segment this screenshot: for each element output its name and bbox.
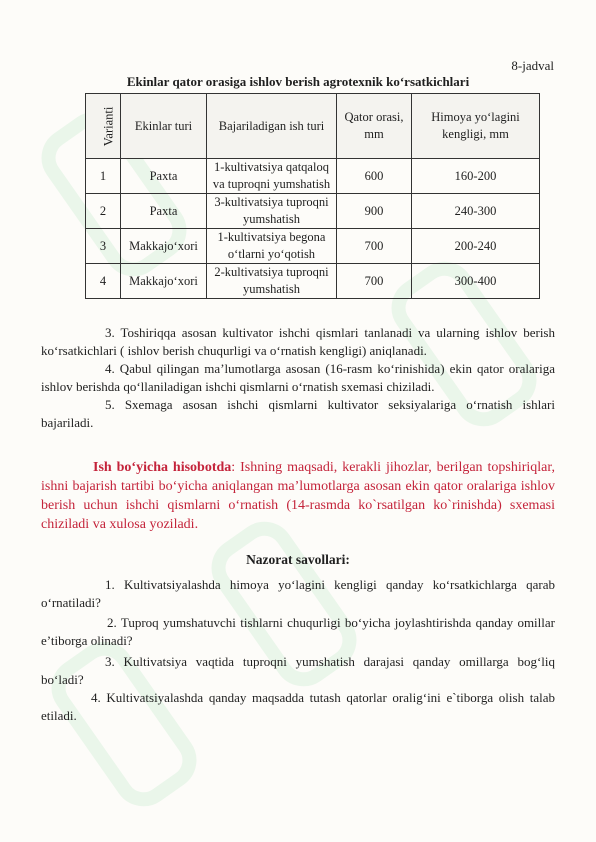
- paragraph-step-5: 5. Sxemaga asosan ishchi qismlarni kultivator seksiyalariga o‘rnatish ishlari bajariladi.: [41, 397, 555, 430]
- table-cell: 1: [86, 159, 121, 194]
- table-number-label: 8-jadval: [511, 58, 554, 73]
- table-title: Ekinlar qator orasiga ishlov berish agrotexnik ko‘rsatkichlari: [126, 74, 470, 89]
- table-cell: Makkajo‘xori: [121, 229, 207, 264]
- table-cell: 2: [86, 194, 121, 229]
- column-header-crop: Ekinlar turi: [121, 94, 207, 159]
- table-cell: 3-kultivatsiya tuproqni yumshatish: [207, 194, 337, 229]
- table-cell: Makkajo‘xori: [121, 264, 207, 299]
- question-item: 3. Kultivatsiya vaqtida tuproqni yumshatish darajasi qanday omillarga bog‘liq bo‘ladi?: [41, 654, 555, 687]
- table-cell: Paxta: [121, 159, 207, 194]
- table-row: [86, 194, 540, 229]
- table-cell: 900: [337, 194, 412, 229]
- paragraph-step-3: 3. Toshiriqqa asosan kultivator ishchi qismlari tanlanadi va ularning ishlov berish ko‘rsatkichlari ( ishlov berish chuqurligi va o‘rnatish kengligi) aniqlanadi.: [41, 325, 555, 358]
- column-header-protection-width: Himoya yo‘lagini kengligi, mm: [412, 94, 540, 159]
- report-instructions-text: : Ishning maqsadi, kerakli jihozlar, berilgan topshiriqlar, ishni bajarish tartibi bo‘yicha aniqlangan ma’lumotlarga asosan ekin qator oralariga ishlov berish uchun ishchi qismlarni o‘rnatish (14-rasmda ko`rsatilgan ko`rinishda) sxemasi chiziladi va xulosa yoziladi.: [41, 460, 555, 532]
- table-cell: 3: [86, 229, 121, 264]
- table-cell: Paxta: [121, 194, 207, 229]
- table-cell: 2-kultivatsiya tuproqni yumshatish: [207, 264, 337, 299]
- table-cell: 1-kultivatsiya qatqaloq va tuproqni yumshatish: [207, 159, 337, 194]
- table-cell: 700: [337, 264, 412, 299]
- column-header-variant: Varianti: [86, 94, 121, 159]
- table-cell: 600: [337, 159, 412, 194]
- column-header-work: Bajariladigan ish turi: [207, 94, 337, 159]
- column-header-row-spacing: Qator orasi, mm: [337, 94, 412, 159]
- paragraph-step-4: 4. Qabul qilingan ma’lumotlarga asosan (16-rasm ko‘rinishida) ekin qator oralariga ishlov berishda qo‘llaniladigan ishchi qismlarni o‘rnatish sxemasi chiziladi.: [41, 361, 555, 394]
- question-item: 2. Tuproq yumshatuvchi tishlarni chuqurligi bo‘yicha joylashtirishda qanday omillar e’tiborga olinadi?: [41, 615, 555, 648]
- table-cell: 160-200: [412, 159, 540, 194]
- questions-heading: Nazorat savollari:: [246, 552, 350, 567]
- report-instructions-lead: Ish bo‘yicha hisobotda: [93, 460, 232, 475]
- table-cell: 200-240: [412, 229, 540, 264]
- question-item: 4. Kultivatsiyalashda qanday maqsadda tutash qatorlar oralig‘ini e`tiborga olish talab etiladi.: [41, 690, 555, 723]
- table-row: [86, 159, 540, 194]
- question-item: 1. Kultivatsiyalashda himoya yo‘lagini kengligi qanday ko‘rsatkichlarga qarab o‘rnatiladi?: [41, 577, 555, 610]
- table-cell: 4: [86, 264, 121, 299]
- agrotechnical-table: [85, 93, 540, 299]
- table-cell: 700: [337, 229, 412, 264]
- table-cell: 1-kultivatsiya begona o‘tlarni yo‘qotish: [207, 229, 337, 264]
- table-cell: 300-400: [412, 264, 540, 299]
- table-row: [86, 229, 540, 264]
- table-cell: 240-300: [412, 194, 540, 229]
- table-header-row: [86, 94, 540, 159]
- table-row: [86, 264, 540, 299]
- report-instructions: [41, 458, 555, 534]
